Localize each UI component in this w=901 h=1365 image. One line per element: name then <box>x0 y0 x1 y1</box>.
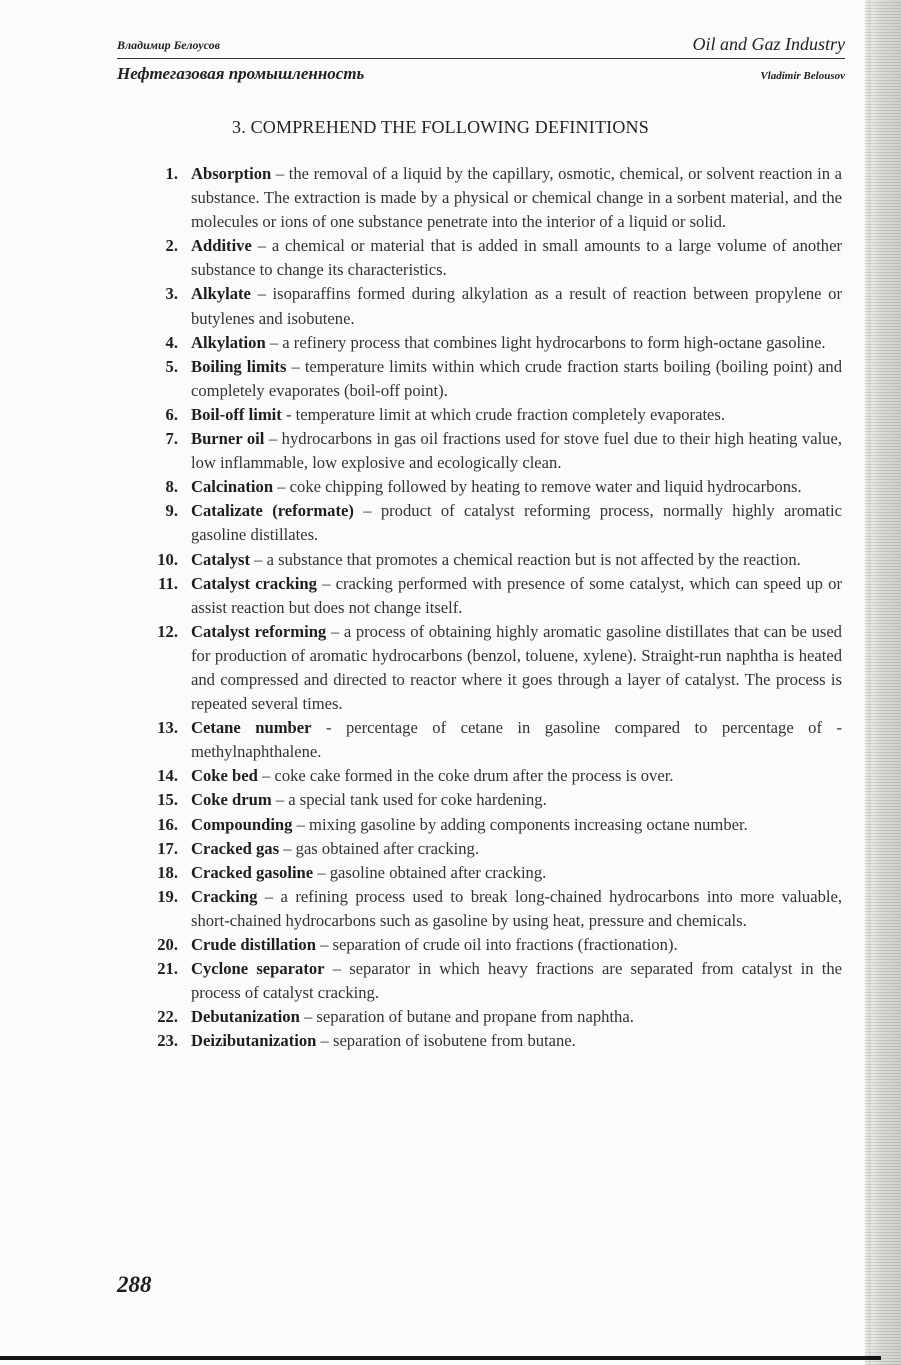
definition-text: – gasoline obtained after cracking. <box>313 862 547 882</box>
definitions-list <box>150 162 842 1053</box>
definition-body <box>191 499 842 547</box>
header-title-ru: Нефтегазовая промышленность <box>117 64 365 83</box>
definition-item <box>150 716 842 764</box>
definition-number: 12. <box>157 621 178 641</box>
definition-number: 23. <box>157 1031 178 1051</box>
definition-item <box>150 837 842 861</box>
definition-number: 4. <box>165 332 178 352</box>
definition-text: – isoparaffins formed during alkylation as a result of reaction between propylene or butylenes and isobutene. <box>191 284 842 328</box>
definition-text: – mixing gasoline by adding components increasing octane number. <box>292 814 748 834</box>
definition-item <box>150 403 842 427</box>
bottom-scan-line <box>0 1356 881 1360</box>
definition-term: Boiling limits <box>191 356 287 376</box>
definition-term: Compounding <box>191 814 293 834</box>
definition-text: – a special tank used for coke hardening. <box>271 790 547 810</box>
definition-item <box>150 548 842 572</box>
definition-item <box>150 861 842 885</box>
definition-body <box>191 1029 842 1053</box>
definition-term: Catalyst cracking <box>191 573 317 593</box>
definition-text: - percentage of cetane in gasoline compared to percentage of -methylnaphthalene. <box>191 718 842 762</box>
definition-item <box>150 331 842 355</box>
definition-item <box>150 620 842 716</box>
definition-number: 15. <box>157 790 178 810</box>
definition-term: Cyclone separator <box>191 959 325 979</box>
definition-body <box>191 788 842 812</box>
definition-term: Additive <box>191 236 252 256</box>
definition-text: – a refining process used to break long-chained hydrocarbons into more valuable, short-chained hydrocarbons such as gasoline by using heat, pressure and chemicals. <box>191 886 842 930</box>
definition-item <box>150 788 842 812</box>
header-author-en: Vladimir Belousov <box>760 70 845 82</box>
page-edge-shadow <box>863 0 871 1365</box>
definition-term: Debutanization <box>191 1007 300 1027</box>
definition-number: 3. <box>165 284 178 304</box>
definition-number: 9. <box>165 501 178 521</box>
definition-term: Alkylation <box>191 332 266 352</box>
header-title-en: Oil and Gaz Industry <box>692 34 845 54</box>
definition-term: Cracking <box>191 886 258 906</box>
running-head <box>117 34 845 86</box>
definition-body <box>191 548 842 572</box>
definition-item <box>150 1029 842 1053</box>
definition-body <box>191 837 842 861</box>
definition-text: – product of catalyst reforming process, normally highly aromatic gasoline distillates. <box>191 501 842 545</box>
definition-number: 21. <box>157 959 178 979</box>
definition-item <box>150 933 842 957</box>
definition-body <box>191 475 842 499</box>
definition-item <box>150 1005 842 1029</box>
definition-number: 7. <box>165 429 178 449</box>
definition-body <box>191 427 842 475</box>
definition-body <box>191 716 842 764</box>
definition-text: – gas obtained after cracking. <box>279 838 480 858</box>
definition-item <box>150 355 842 403</box>
section-title: 3. COMPREHEND THE FOLLOWING DEFINITIONS <box>232 117 649 137</box>
definition-text: – coke cake formed in the coke drum after the process is over. <box>257 766 674 786</box>
definition-term: Catalizate (reformate) <box>191 501 354 521</box>
definition-text: – a process of obtaining highly aromatic gasoline distillates that can be used for production of aromatic hydrocarbons (benzol, toluene, xylene). Straight-run naphtha is heated and compressed and directed to reactor where it goes through a layer of catalyst. The process is repeated several times. <box>191 621 842 714</box>
definition-term: Cracked gasoline <box>191 862 314 882</box>
definition-body <box>191 331 842 355</box>
definition-item <box>150 427 842 475</box>
definition-number: 6. <box>165 404 178 424</box>
definition-term: Absorption <box>191 164 272 183</box>
definition-body <box>191 355 842 403</box>
definition-body <box>191 764 842 788</box>
page-number: 288 <box>117 1272 152 1297</box>
definition-text: – a chemical or material that is added in small amounts to a large volume of another substance to change its characteristics. <box>191 236 842 280</box>
definition-term: Cetane number <box>191 718 312 738</box>
header-author-ru: Владимир Белоусов <box>117 38 220 52</box>
definition-body <box>191 162 842 234</box>
definition-body <box>191 403 842 427</box>
definition-text: – cracking performed with presence of some catalyst, which can speed up or assist reaction but does not change itself. <box>191 573 842 617</box>
definition-term: Cracked gas <box>191 838 280 858</box>
definition-term: Coke drum <box>191 790 272 810</box>
definition-body <box>191 1005 842 1029</box>
definition-term: Boil-off limit <box>191 404 282 424</box>
definition-item <box>150 572 842 620</box>
definition-text: – hydrocarbons in gas oil fractions used for stove fuel due to their high heating value, low inflammable, low explosive and ecologically clean. <box>191 429 842 473</box>
definition-item <box>150 957 842 1005</box>
definition-number: 5. <box>165 356 178 376</box>
definition-text: – separation of crude oil into fractions (fractionation). <box>315 935 678 954</box>
definition-text: – separation of butane and propane from naphtha. <box>299 1007 634 1027</box>
definition-text: – temperature limits within which crude fraction starts boiling (boiling point) and completely evaporates (boil-off point). <box>191 356 842 400</box>
definition-number: 17. <box>157 838 178 858</box>
definition-body <box>191 813 842 837</box>
definition-body <box>191 234 842 282</box>
definition-term: Catalyst <box>191 549 250 569</box>
definition-number: 22. <box>157 1007 178 1027</box>
definition-number: 14. <box>157 766 178 786</box>
definition-text: – a refinery process that combines light hydrocarbons to form high-octane gasoline. <box>265 332 826 352</box>
definition-number: 20. <box>157 935 178 954</box>
definition-text: – coke chipping followed by heating to remove water and liquid hydrocarbons. <box>273 477 802 497</box>
definition-term: Coke bed <box>191 766 258 786</box>
definition-number: 18. <box>157 862 178 882</box>
definition-item <box>150 813 842 837</box>
definition-text: - temperature limit at which crude fraction completely evaporates. <box>281 404 726 424</box>
header-rule <box>117 58 845 59</box>
definition-term: Crude distillation <box>191 935 316 954</box>
definition-text: – a substance that promotes a chemical reaction but is not affected by the reaction. <box>250 549 801 569</box>
definition-number: 19. <box>157 886 178 906</box>
definition-term: Burner oil <box>191 429 265 449</box>
definition-term: Catalyst reforming <box>191 621 327 641</box>
definition-item <box>150 764 842 788</box>
definition-item <box>150 475 842 499</box>
definition-number: 16. <box>157 814 178 834</box>
definition-item <box>150 234 842 282</box>
definition-body <box>191 957 842 1005</box>
definition-text: – the removal of a liquid by the capillary, osmotic, chemical, or solvent reaction in a substance. The extraction is made by a physical or chemical change in a sorbent material, and the molecules or ions of one substance penetrate into the interior of a liquid or solid. <box>191 164 842 232</box>
definition-body <box>191 861 842 885</box>
definition-number: 2. <box>165 236 178 256</box>
definition-number: 1. <box>165 164 178 183</box>
definition-item <box>150 885 842 933</box>
definition-number: 11. <box>158 573 178 593</box>
definition-body <box>191 572 842 620</box>
definition-number: 10. <box>157 549 178 569</box>
definition-body <box>191 885 842 933</box>
definition-term: Calcination <box>191 477 274 497</box>
definition-term: Alkylate <box>191 284 251 304</box>
definition-item <box>150 162 842 234</box>
definition-number: 13. <box>157 718 178 738</box>
definition-term: Deizibutanization <box>191 1031 317 1051</box>
definition-text: – separation of isobutene from butane. <box>316 1031 576 1051</box>
definition-text: – separator in which heavy fractions are separated from catalyst in the process of catalyst cracking. <box>191 959 842 1003</box>
definition-body <box>191 282 842 330</box>
definition-body <box>191 933 842 957</box>
definition-number: 8. <box>165 477 178 497</box>
definition-item <box>150 282 842 330</box>
definition-body <box>191 620 842 716</box>
definition-item <box>150 499 842 547</box>
